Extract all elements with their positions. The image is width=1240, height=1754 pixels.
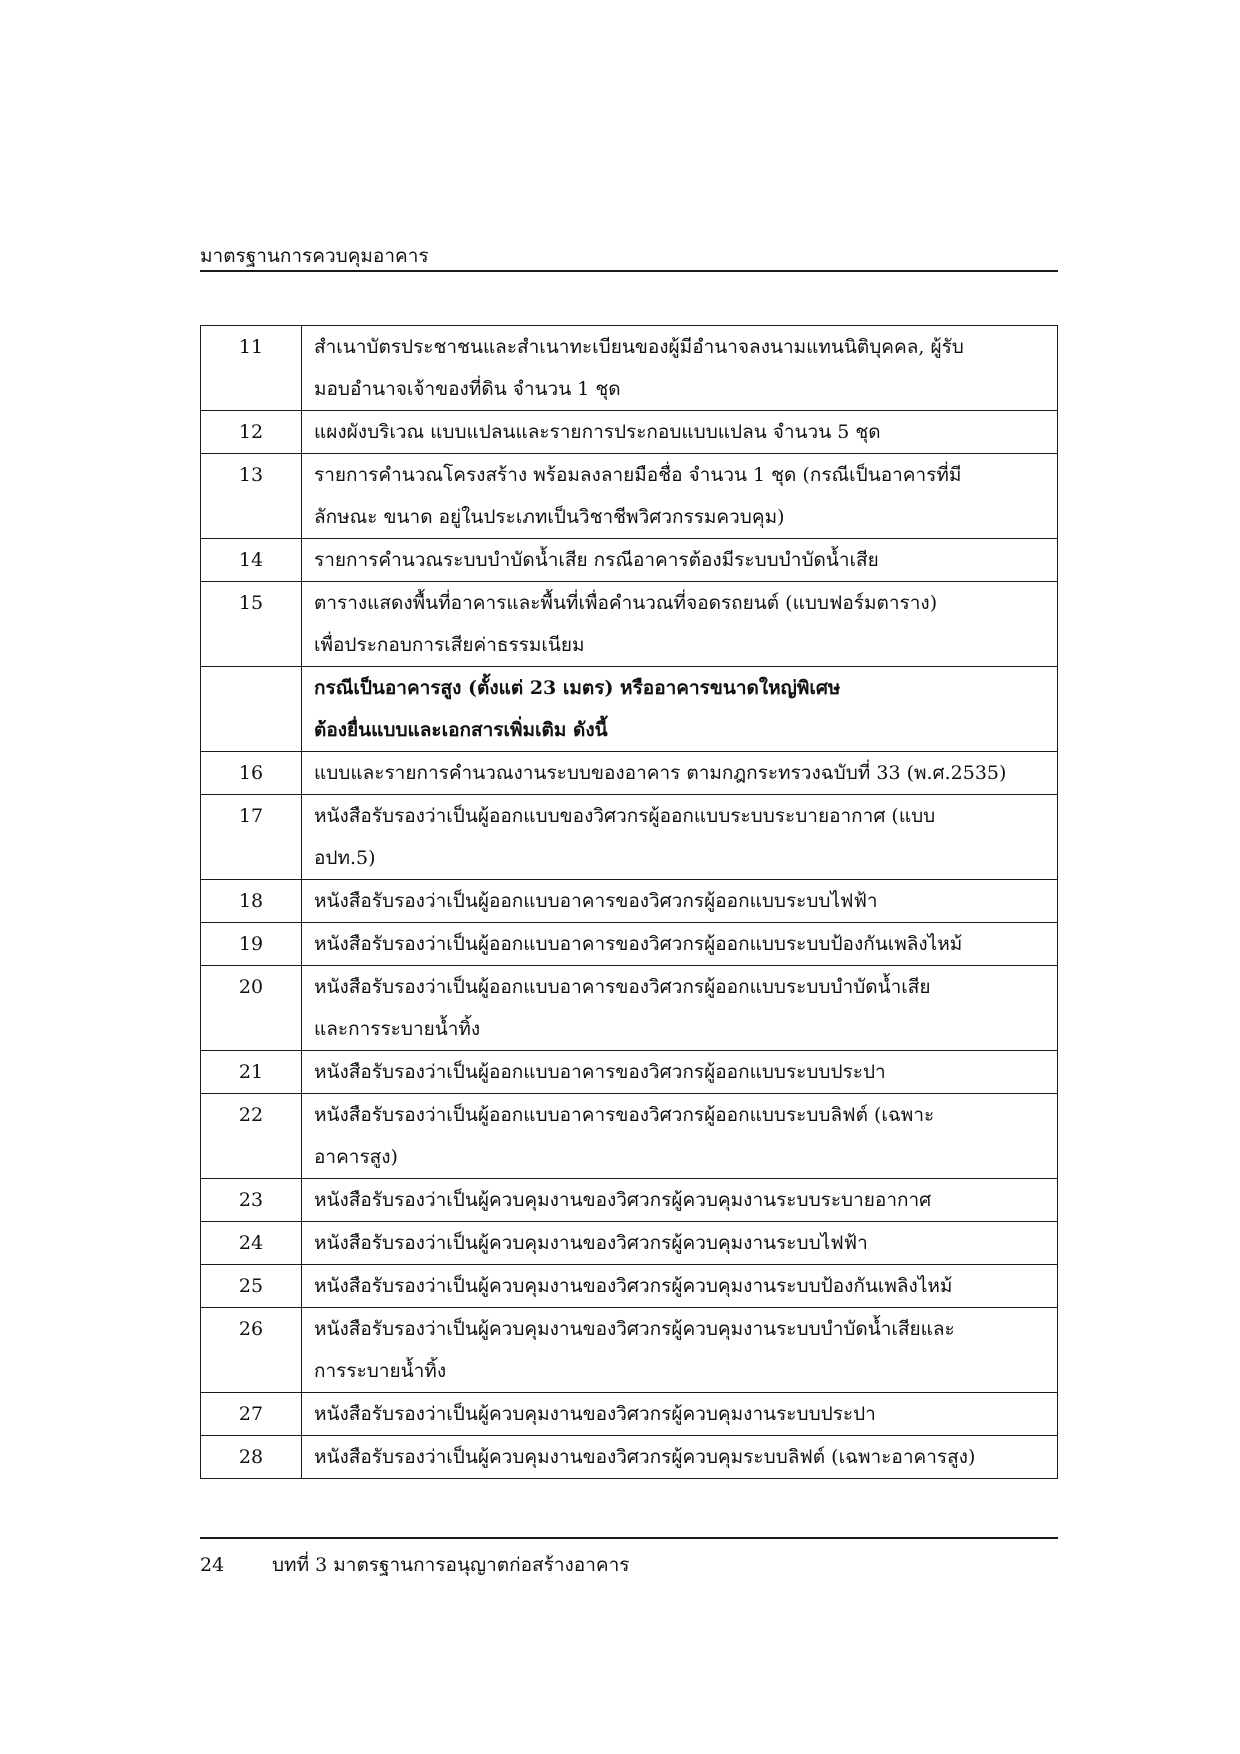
row-description: [302, 454, 1058, 539]
row-description: [302, 1222, 1058, 1265]
table-row: [201, 752, 1058, 795]
row-number: 27: [201, 1393, 302, 1436]
description-line: หนังสือรับรองว่าเป็นผู้ออกแบบอาคารของวิศวกรผู้ออกแบบระบบบำบัดน้ำเสีย: [314, 976, 931, 998]
description-line: หนังสือรับรองว่าเป็นผู้ออกแบบของวิศวกรผู้ออกแบบระบบระบายอากาศ (แบบ: [314, 805, 936, 827]
table-row: [201, 326, 1058, 411]
row-number: 19: [201, 923, 302, 966]
chapter-title: บทที่ 3 มาตรฐานการอนุญาตก่อสร้างอาคาร: [272, 1554, 630, 1576]
description-line: ตารางแสดงพื้นที่อาคารและพื้นที่เพื่อคำนวณที่จอดรถยนต์ (แบบฟอร์มตาราง): [314, 592, 938, 614]
row-number: 24: [201, 1222, 302, 1265]
description-line: รายการคำนวณโครงสร้าง พร้อมลงลายมือชื่อ จำนวน 1 ชุด (กรณีเป็นอาคารที่มี: [314, 464, 962, 486]
row-description: [302, 1094, 1058, 1179]
description-line: หนังสือรับรองว่าเป็นผู้ควบคุมงานของวิศวกรผู้ควบคุมงานระบบประปา: [314, 1403, 876, 1425]
table-row: [201, 966, 1058, 1051]
table-row: [201, 539, 1058, 582]
header-title: มาตรฐานการควบคุมอาคาร: [200, 245, 429, 267]
table-row: [201, 880, 1058, 923]
table-row: [201, 1308, 1058, 1393]
table-row: [201, 923, 1058, 966]
table-row: [201, 1094, 1058, 1179]
table-row: [201, 1051, 1058, 1094]
page-footer: [200, 1537, 1058, 1577]
row-description: [302, 880, 1058, 923]
table-row: [201, 1393, 1058, 1436]
table-row: [201, 454, 1058, 539]
description-line: สำเนาบัตรประชาชนและสำเนาทะเบียนของผู้มีอำนาจลงนามแทนนิติบุคคล, ผู้รับ: [314, 336, 964, 358]
row-number: 25: [201, 1265, 302, 1308]
row-number: [201, 667, 302, 752]
table-row: [201, 582, 1058, 667]
table-row: [201, 411, 1058, 454]
row-description: [302, 539, 1058, 582]
description-line: หนังสือรับรองว่าเป็นผู้ออกแบบอาคารของวิศวกรผู้ออกแบบระบบไฟฟ้า: [314, 890, 878, 912]
description-line: กรณีเป็นอาคารสูง (ตั้งแต่ 23 เมตร) หรืออาคารขนาดใหญ่พิเศษ: [314, 677, 841, 699]
row-number: 16: [201, 752, 302, 795]
description-line: เพื่อประกอบการเสียค่าธรรมเนียม: [314, 634, 585, 656]
row-description: [302, 1179, 1058, 1222]
row-number: 28: [201, 1436, 302, 1479]
description-line: แผงผังบริเวณ แบบแปลนและรายการประกอบแบบแปลน จำนวน 5 ชุด: [314, 421, 881, 443]
table-row: [201, 1179, 1058, 1222]
row-number: 23: [201, 1179, 302, 1222]
row-number: 22: [201, 1094, 302, 1179]
requirements-table-body: [201, 326, 1058, 1479]
description-line: อาคารสูง): [314, 1146, 398, 1168]
description-line: อปท.5): [314, 847, 376, 869]
row-description: [302, 1436, 1058, 1479]
description-line: หนังสือรับรองว่าเป็นผู้ควบคุมงานของวิศวกรผู้ควบคุมระบบลิฟต์ (เฉพาะอาคารสูง): [314, 1446, 976, 1468]
description-line: หนังสือรับรองว่าเป็นผู้ออกแบบอาคารของวิศวกรผู้ออกแบบระบบป้องกันเพลิงไหม้: [314, 933, 963, 955]
description-line: ลักษณะ ขนาด อยู่ในประเภทเป็นวิชาชีพวิศวกรรมควบคุม): [314, 506, 785, 528]
row-number: 18: [201, 880, 302, 923]
row-description: [302, 1308, 1058, 1393]
requirements-table: [200, 325, 1058, 1479]
description-line: หนังสือรับรองว่าเป็นผู้ควบคุมงานของวิศวกรผู้ควบคุมงานระบบไฟฟ้า: [314, 1232, 868, 1254]
table-row: [201, 1436, 1058, 1479]
description-line: และการระบายน้ำทิ้ง: [314, 1018, 481, 1040]
row-description: [302, 1051, 1058, 1094]
row-description: [302, 923, 1058, 966]
row-description: [302, 966, 1058, 1051]
description-line: หนังสือรับรองว่าเป็นผู้ควบคุมงานของวิศวกรผู้ควบคุมงานระบบระบายอากาศ: [314, 1189, 932, 1211]
description-line: ต้องยื่นแบบและเอกสารเพิ่มเติม ดังนี้: [314, 719, 608, 741]
row-number: 21: [201, 1051, 302, 1094]
description-line: รายการคำนวณระบบบำบัดน้ำเสีย กรณีอาคารต้องมีระบบบำบัดน้ำเสีย: [314, 549, 879, 571]
row-number: 14: [201, 539, 302, 582]
row-number: 12: [201, 411, 302, 454]
page-number: 24: [200, 1554, 225, 1576]
row-description: [302, 582, 1058, 667]
table-row: [201, 1265, 1058, 1308]
description-line: หนังสือรับรองว่าเป็นผู้ควบคุมงานของวิศวกรผู้ควบคุมงานระบบป้องกันเพลิงไหม้: [314, 1275, 953, 1297]
row-number: 17: [201, 795, 302, 880]
table-row: [201, 795, 1058, 880]
section-heading-text: [302, 667, 1058, 752]
row-description: [302, 326, 1058, 411]
row-description: [302, 795, 1058, 880]
description-line: หนังสือรับรองว่าเป็นผู้ควบคุมงานของวิศวกรผู้ควบคุมงานระบบบำบัดน้ำเสียและ: [314, 1318, 955, 1340]
description-line: หนังสือรับรองว่าเป็นผู้ออกแบบอาคารของวิศวกรผู้ออกแบบระบบลิฟต์ (เฉพาะ: [314, 1104, 935, 1126]
row-description: [302, 411, 1058, 454]
description-line: หนังสือรับรองว่าเป็นผู้ออกแบบอาคารของวิศวกรผู้ออกแบบระบบประปา: [314, 1061, 886, 1083]
table-row: [201, 1222, 1058, 1265]
section-heading-row: [201, 667, 1058, 752]
description-line: แบบและรายการคำนวณงานระบบของอาคาร ตามกฎกระทรวงฉบับที่ 33 (พ.ศ.2535): [314, 762, 1007, 784]
row-description: [302, 1393, 1058, 1436]
description-line: การระบายน้ำทิ้ง: [314, 1360, 447, 1382]
row-number: 13: [201, 454, 302, 539]
description-line: มอบอำนาจเจ้าของที่ดิน จำนวน 1 ชุด: [314, 378, 621, 400]
row-number: 11: [201, 326, 302, 411]
row-number: 26: [201, 1308, 302, 1393]
row-number: 20: [201, 966, 302, 1051]
row-description: [302, 752, 1058, 795]
row-number: 15: [201, 582, 302, 667]
page-header: [200, 244, 1058, 272]
row-description: [302, 1265, 1058, 1308]
